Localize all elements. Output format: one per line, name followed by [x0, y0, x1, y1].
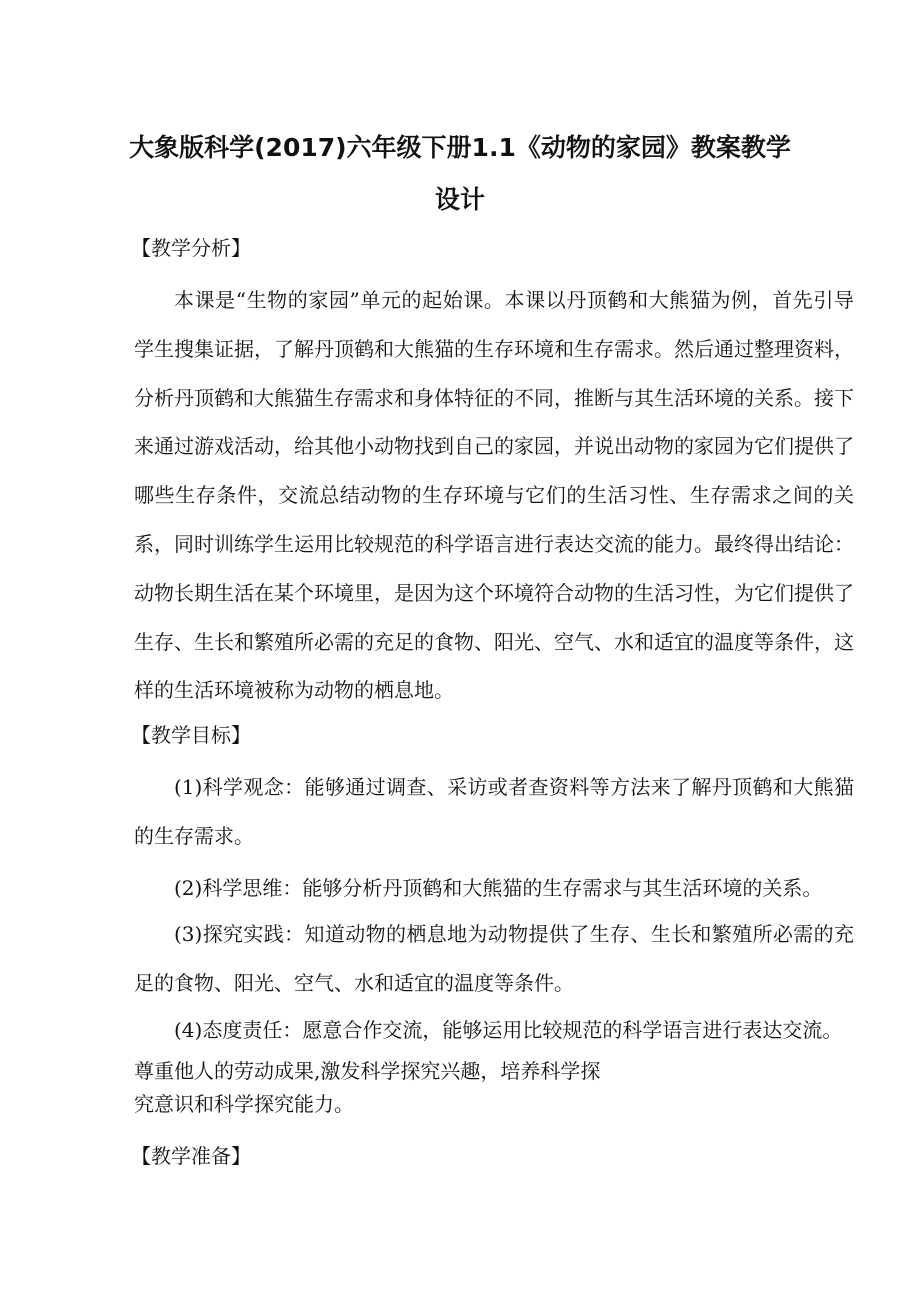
- paragraph-teaching-analysis: 本课是“生物的家园”单元的起始课。本课以丹顶鹤和大熊猫为例，首先引导学生搜集证据，了解丹顶鹤和大熊猫的生存环境和生存需求。然后通过整理资料，分析丹顶鹤和大熊猫生存需求和身体特征的不同，推断与其生活环境的关系。接下来通过游戏活动，给其他小动物找到自己的家园，并说出动物的家园为它们提供了哪些生存条件，交流总结动物的生存环境与它们的生活习性、生存需求之间的关系，同时训练学生运用比较规范的科学语言进行表达交流的能力。最终得出结论：动物长期生活在某个环境里，是因为这个环境符合动物的生活习性，为它们提供了生存、生长和繁殖所必需的充足的食物、阳光、空气、水和适宜的温度等条件，这样的生活环境被称为动物的栖息地。: [134, 288, 854, 703]
- goal-item-attitude-responsibility: (4)态度责任：愿意合作交流，能够运用比较规范的科学语言进行表达交流。: [174, 1018, 843, 1042]
- goal-item-inquiry-practice: (3)探究实践：知道动物的栖息地为动物提供了生存、生长和繁殖所必需的充足的食物、阳光、空气、水和适宜的温度等条件。: [134, 922, 854, 995]
- document-title-line-1: 大象版科学(2017)六年级下册1.1《动物的家园》教案教学: [129, 133, 791, 162]
- heading-teaching-analysis: 【教学分析】: [131, 236, 251, 260]
- goal-item-science-thinking: (2)科学思维：能够分析丹顶鹤和大熊猫的生存需求与其生活环境的关系。: [174, 876, 823, 900]
- goal-item-attitude-continued-2: 究意识和科学探究能力。: [134, 1092, 354, 1116]
- heading-teaching-goals: 【教学目标】: [131, 723, 251, 747]
- heading-teaching-preparation: 【教学准备】: [131, 1144, 251, 1168]
- goal-item-attitude-continued-1: 尊重他人的劳动成果,激发科学探究兴趣，培养科学探: [134, 1059, 601, 1083]
- goal-item-science-concept: (1)科学观念：能够通过调查、采访或者查资料等方法来了解丹顶鹤和大熊猫的生存需求。: [134, 775, 854, 848]
- document-title-line-2: 设计: [434, 185, 485, 214]
